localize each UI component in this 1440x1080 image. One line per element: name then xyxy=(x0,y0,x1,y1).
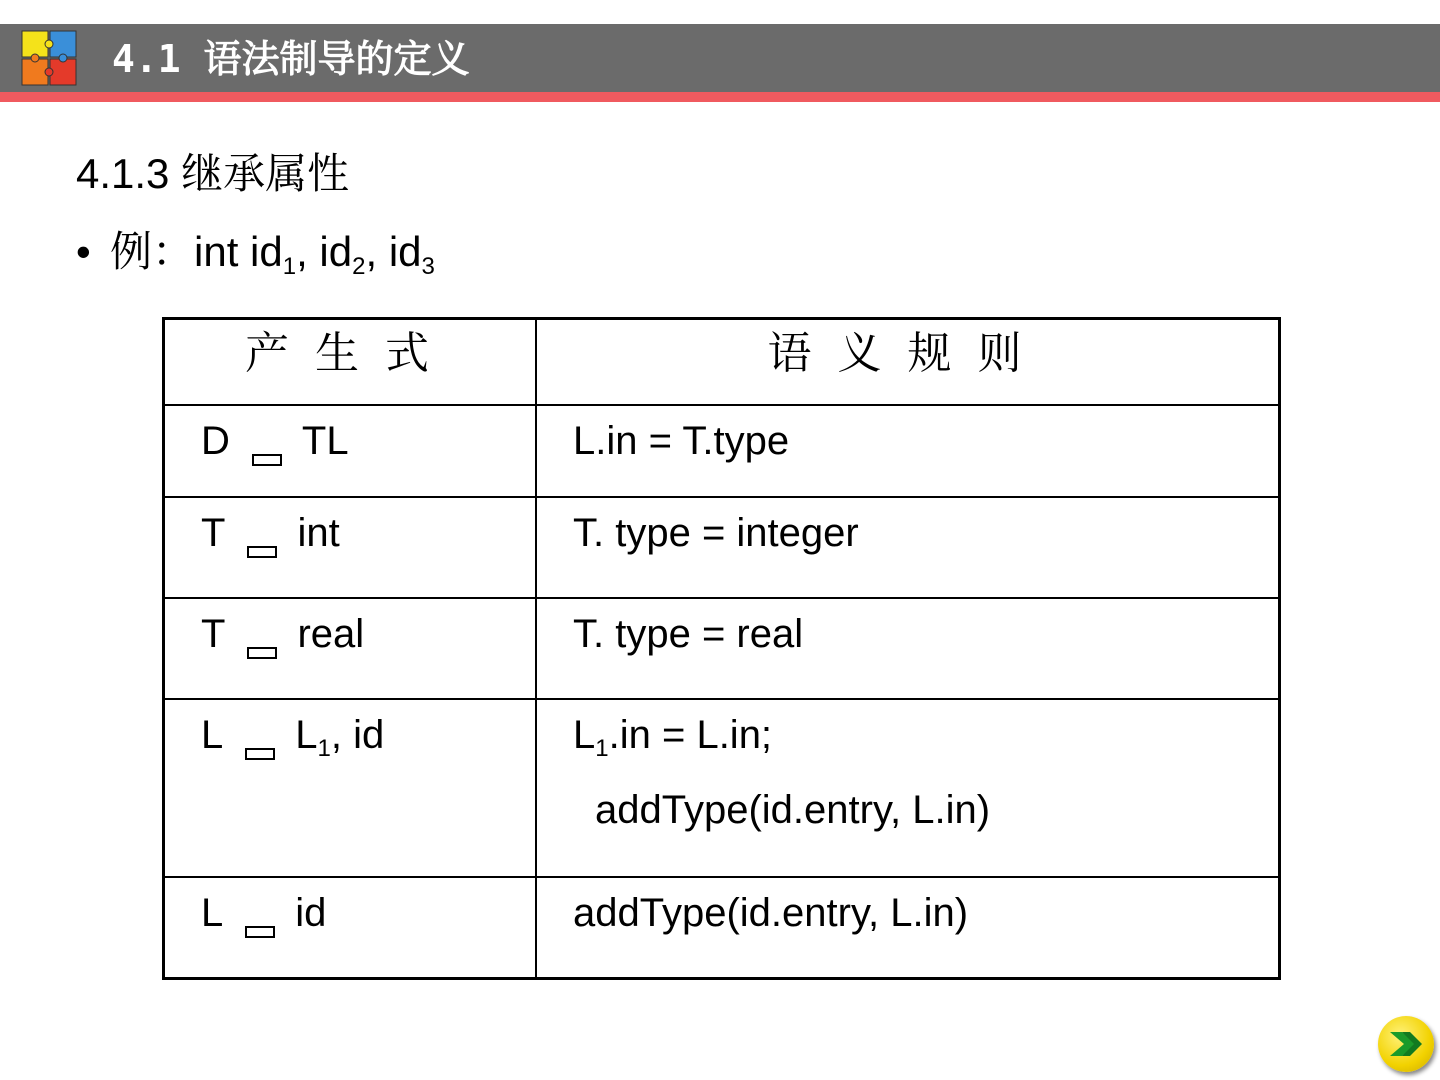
next-slide-button[interactable] xyxy=(1378,1016,1434,1072)
rule-cell: L.in = T.type xyxy=(536,405,1280,497)
arrow-glyph-icon xyxy=(247,647,277,659)
rule-cell: addType(id.entry, L.in) xyxy=(536,877,1280,979)
arrow-glyph-icon xyxy=(252,454,282,466)
arrow-glyph-icon xyxy=(247,546,277,558)
production-cell: L id xyxy=(164,877,537,979)
next-arrow-icon xyxy=(1388,1028,1424,1060)
grammar-table xyxy=(162,317,1281,980)
table-row xyxy=(164,598,1280,699)
example-text: int $id_1$, $id_2$, $id_3$ xyxy=(194,228,435,280)
production-cell: T int xyxy=(164,497,537,598)
header-semantic-rule: 语义规则 xyxy=(536,319,1280,406)
arrow-glyph-icon xyxy=(245,748,275,760)
slide-title: 4.1 语法制导的定义 xyxy=(112,37,470,81)
bullet-dot: • xyxy=(76,228,91,275)
header-accent-line xyxy=(0,92,1440,102)
section-title: 4.1.3 继承属性 xyxy=(76,150,350,197)
example-label: 例： xyxy=(110,228,195,275)
puzzle-logo-icon xyxy=(20,29,78,87)
table-row xyxy=(164,699,1280,877)
rule-cell: T. type = integer xyxy=(536,497,1280,598)
production-cell: T real xyxy=(164,598,537,699)
header-production: 产生式 xyxy=(164,319,537,406)
rule-cell: $L_1.in = L.in$; addType(id.entry, L.in) xyxy=(536,699,1280,877)
table-row xyxy=(164,497,1280,598)
production-cell: D TL xyxy=(164,405,537,497)
rule-cell: T. type = real xyxy=(536,598,1280,699)
table-row xyxy=(164,405,1280,497)
example-bullet xyxy=(76,224,435,280)
arrow-glyph-icon xyxy=(245,926,275,938)
production-cell: L $L_1$, id xyxy=(164,699,537,877)
table-row xyxy=(164,877,1280,979)
